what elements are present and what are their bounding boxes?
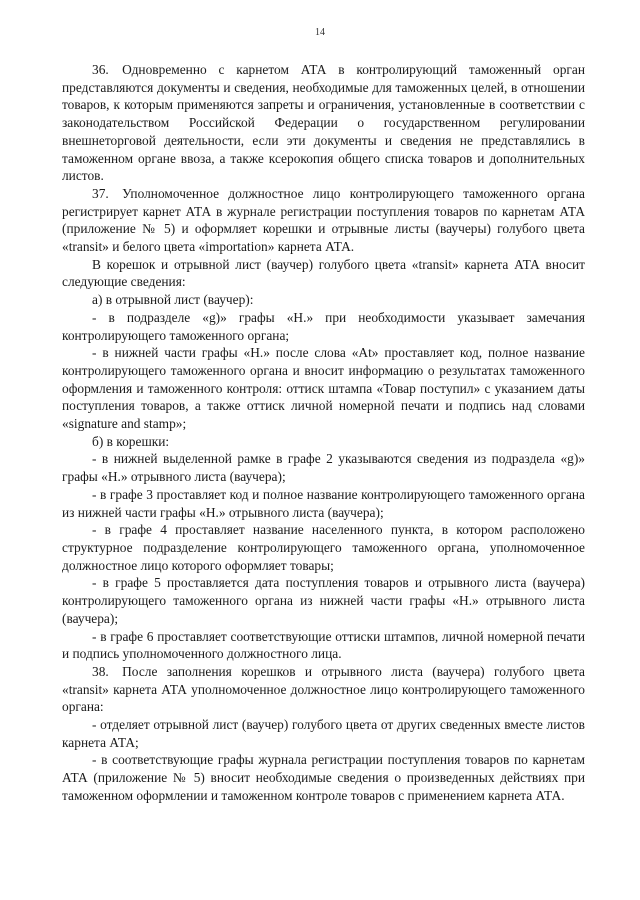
list-item: - отделяет отрывной лист (ваучер) голубого цвета от других сведенных вместе листов карнета АТА; <box>62 717 585 750</box>
list-item: - в соответствующие графы журнала регистрации поступления товаров по карнетам АТА (приложение № 5) вносит необходимые сведения о произведенных действиях при таможенном оформлении и таможенном контроле товаров с применением карнета АТА. <box>62 752 585 803</box>
paragraph-transit-intro: В корешок и отрывной лист (ваучер) голубого цвета «transit» карнета АТА вносит следующие сведения: <box>62 256 585 290</box>
page-number: 14 <box>315 27 325 38</box>
list-heading-b: б) в корешки: <box>92 433 170 449</box>
list-heading-a: а) в отрывной лист (ваучер): <box>92 292 254 308</box>
list-item: - в графе 3 проставляет код и полное название контролирующего таможенного органа из нижней части графы «Н.» отрывного листа (ваучера); <box>62 486 585 520</box>
list-item: - в подразделе «g)» графы «Н.» при необходимости указывает замечания контролирующего таможенного органа; <box>62 309 585 343</box>
list-item: - в графе 6 проставляет соответствующие оттиски штампов, личной номерной печати и подпись уполномоченного должностного лица. <box>62 628 585 662</box>
list-item: - в нижней части графы «Н.» после слова «At» проставляет код, полное название контролирующего таможенного органа и вносит информацию о результатах таможенного оформления и таможенного контроля: оттиск штампа «Товар поступил» с указанием даты поступления товаров, а также оттиск личной номерной печати и подпись над словами «signature and stamp»; <box>62 345 585 432</box>
paragraph-36: 36. Одновременно с карнетом АТА в контролирующий таможенный орган представляются документы и сведения, необходимые для таможенных целей, в отношении товаров, к которым применяются запреты и ограничения, установленные в соответствии с законодательством Российской Федерации о государственном регулировании внешнеторговой деятельности, если эти документы и сведения не представлялись в таможенном органе ввоза, а также ксерокопия общего списка товаров и дополнительных листов. <box>62 62 585 184</box>
paragraph-37: 37. Уполномоченное должностное лицо контролирующего таможенного органа регистрирует карнет АТА в журнале регистрации поступления товаров по карнетам АТА (приложение № 5) и оформляет корешки и отрывные листы (ваучеры) голубого цвета «transit» и белого цвета «importation» карнета АТА. <box>62 185 585 255</box>
list-item: - в нижней выделенной рамке в графе 2 указываются сведения из подраздела «g)» графы «Н.» отрывного листа (ваучера); <box>62 451 585 485</box>
document-body <box>62 61 585 805</box>
list-item: - в графе 4 проставляет название населенного пункта, в котором расположено структурное подразделение контролирующего таможенного органа, уполномоченное должностное лицо которого оформляет товары; <box>62 522 585 573</box>
list-item: - в графе 5 проставляется дата поступления товаров и отрывного листа (ваучера) контролирующего таможенного органа из нижней части графы «Н.» отрывного листа (ваучера); <box>62 575 585 626</box>
paragraph-38: 38. После заполнения корешков и отрывного листа (ваучера) голубого цвета «transit» карнета АТА уполномоченное должностное лицо контролирующего таможенного органа: <box>62 663 585 715</box>
